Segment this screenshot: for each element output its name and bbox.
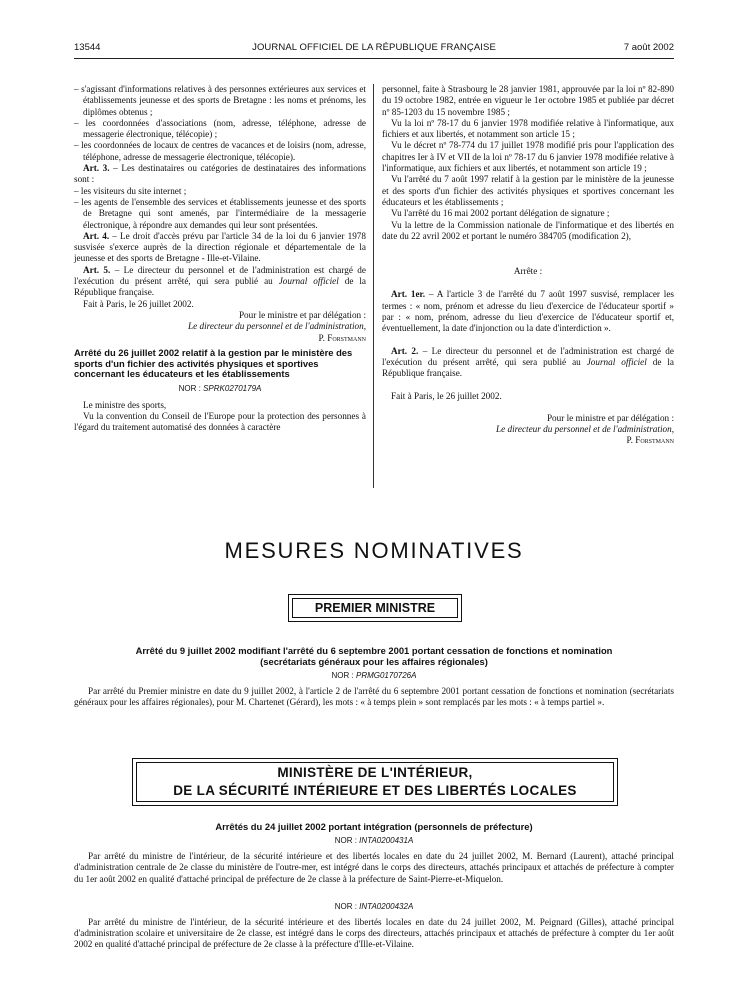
- page-number: 13544: [74, 42, 101, 53]
- article-label: Art. 5.: [83, 264, 111, 275]
- decision-paragraph: Par arrêté du ministre de l'intérieur, de la sécurité intérieure et des libertés locales en date du 24 juillet 2002, M. Peignard (Gilles), attaché principal d'administration scolaire et universitaire de 2e classe, est intégré dans le corps des directeurs, attachés principaux et attachés de préfecture à compter du 1er août 2002 en qualité d'attaché principal de préfecture de 2e classe à la préfecture d'Ille-et-Vilaine.: [74, 917, 674, 950]
- nor-code: PRMG0170726A: [355, 671, 417, 680]
- nor-label: NOR :: [334, 836, 360, 845]
- interieur-section: [74, 821, 674, 951]
- article-label: Art. 3.: [83, 163, 110, 174]
- right-column: [382, 84, 674, 447]
- ministry-name-line: MINISTÈRE DE L'INTÉRIEUR,: [277, 765, 473, 780]
- arretes-title: Arrêtés du 24 juillet 2002 portant intégration (personnels de préfecture): [215, 821, 533, 832]
- signature-name: P. Forstmann: [318, 332, 366, 343]
- ministry-box: [288, 594, 462, 622]
- ministry-name: PREMIER MINISTRE: [292, 598, 458, 618]
- article-label: Art. 2.: [391, 345, 419, 356]
- nor-code: INTA0200432A: [359, 901, 414, 911]
- nor-reference: [74, 383, 366, 394]
- journal-title: JOURNAL OFFICIEL DE LA RÉPUBLIQUE FRANÇAISE: [252, 42, 496, 53]
- article-text: – Les destinataires ou catégories de destinataires des informations sont :: [74, 163, 367, 185]
- signature-role: Le directeur du personnel et de l'administration,: [188, 321, 366, 332]
- list-item: – les visiteurs du site internet ;: [74, 185, 187, 196]
- article-label: Art. 1er.: [391, 289, 426, 300]
- article-text: de la République française.: [382, 356, 674, 379]
- nor-reference: [74, 901, 674, 912]
- list-item: – s'agissant d'informations relatives à des personnes extérieures aux services et établissements jeunesse et des sports de Bretagne : les noms et prénoms, les diplômes obtenus ;: [74, 84, 366, 117]
- vu-paragraph: Vu la loi nº 78-17 du 6 janvier 1978 modifiée relative à l'informatique, aux fichiers et aux libertés, et notamment son article 15 ;: [382, 117, 674, 140]
- minister-line: Le ministre des sports,: [83, 399, 167, 410]
- nor-reference: [74, 835, 674, 846]
- nor-label: NOR :: [331, 671, 356, 680]
- paragraph: personnel, faite à Strasbourg le 28 janvier 1981, approuvée par la loi nº 82-890 du 19 octobre 1982, entrée en vigueur le 1er octobre 1985 et publiée par décret nº 85-1203 du 15 novembre 1985 ;: [382, 84, 674, 117]
- ministry-name: [136, 762, 614, 802]
- article-label: Art. 4.: [83, 230, 110, 241]
- signature-role: Le directeur du personnel et de l'administration,: [496, 424, 674, 435]
- arrete-title: Arrêté du 9 juillet 2002 modifiant l'arrêté du 6 septembre 2001 portant cessation de fonctions et nomination: [135, 645, 613, 656]
- nor-code: SPRK0270179A: [203, 384, 262, 394]
- journal-name: Journal officiel: [278, 276, 339, 287]
- vu-paragraph: Vu la convention du Conseil de l'Europe pour la protection des personnes à l'égard du traitement automatisé des données à caractère: [74, 410, 366, 433]
- article-1: [382, 289, 674, 334]
- journal-name: Journal officiel: [586, 356, 647, 367]
- nor-label: NOR :: [178, 384, 204, 394]
- decision-paragraph: Par arrêté du ministre de l'intérieur, de la sécurité intérieure et des libertés locales en date du 24 juillet 2002, M. Bernard (Laurent), attaché principal d'administration centrale de 2e classe du ministère de l'outre-mer, est intégré dans le corps des directeurs, attachés principaux et attachés de préfecture à compter du 1er août 2002 en qualité d'attaché principal de préfecture de 2e classe à la préfecture de Saint-Pierre-et-Miquelon.: [74, 851, 674, 884]
- vu-paragraph: Vu l'arrêté du 16 mai 2002 portant délégation de signature ;: [391, 208, 610, 219]
- signature-place-date: Fait à Paris, le 26 juillet 2002.: [83, 298, 194, 309]
- article-5: [74, 265, 366, 299]
- article-text: – Le directeur du personnel et de l'administration est chargé de l'exécution du présent arrêté, qui sera publié au: [74, 264, 366, 287]
- ministry-name-line: DE LA SÉCURITÉ INTÉRIEURE ET DES LIBERTÉS LOCALES: [173, 783, 577, 798]
- article-text: – A l'article 3 de l'arrêté du 7 août 1997 susvisé, remplacer les termes : « nom, prénom et adresse du lieu d'exercice de l'éducateur sportif » par : « nom, prénom, adresse du lieu d'exercice de l'éducateur sportif et, éventuellement, la date d'injonction ou la date d'interdiction ».: [382, 289, 674, 334]
- article-text: – Le directeur du personnel et de l'administration est chargé de l'exécution du présent arrêté, qui sera publié au: [382, 345, 674, 367]
- arrete-heading: Arrête :: [513, 266, 543, 277]
- decision-paragraph: Par arrêté du Premier ministre en date du 9 juillet 2002, à l'article 2 de l'arrêté du 6 septembre 2001 portant cessation de fonctions et nomination (secrétariats généraux pour les affaires régionales), pour M. Chartenet (Gérard), les mots : « à temps plein » sont remplacés par les mots : « à temps partiel ».: [74, 686, 674, 708]
- arrete-subtitle: (secrétariats généraux pour les affaires régionales): [260, 656, 488, 667]
- vu-paragraph: Vu l'arrêté du 7 août 1997 relatif à la gestion par le ministère de la jeunesse et des sports d'un fichier des activités physiques et sportives concernant les éducateurs et les établissements ;: [382, 174, 674, 207]
- signature-delegation: Pour le ministre et par délégation :: [546, 412, 674, 423]
- premier-ministre-section: [74, 645, 674, 709]
- arrete-title: Arrêté du 26 juillet 2002 relatif à la gestion par le ministère des sports d'un fichier des activités physiques et sportives concernant les éducateurs et les établissements: [74, 346, 353, 380]
- column-divider: [373, 84, 374, 488]
- vu-paragraph: Vu le décret nº 78-774 du 17 juillet 1978 modifié pris pour l'application des chapitres Ier à IV et VII de la loi nº 78-17 du 6 janvier 1978 modifiée relative à l'informatique, aux fichiers et aux libertés, et notamment son article 19 ;: [382, 140, 674, 174]
- header-rule: [74, 58, 674, 59]
- signature-delegation: Pour le ministre et par délégation :: [238, 309, 366, 320]
- section-heading: MESURES NOMINATIVES: [224, 538, 524, 563]
- vu-paragraph: Vu la lettre de la Commission nationale de l'informatique et des libertés en date du 22 avril 2002 et portant le numéro 384705 (modification 2),: [382, 219, 674, 241]
- left-column: [74, 84, 366, 433]
- nor-reference: [74, 670, 674, 681]
- page-header: [74, 42, 674, 56]
- list-item: – les agents de l'ensemble des services et établissements jeunesse et des sports de Bretagne qui sont amenés, par l'intermédiaire de la messagerie électronique, à répondre aux demandes qui leur sont présentées.: [74, 196, 366, 230]
- article-3: [74, 163, 366, 186]
- article-2: [382, 346, 674, 380]
- article-text: de la République française.: [74, 276, 366, 298]
- ministry-box: [132, 758, 618, 806]
- list-item: – les coordonnées d'associations (nom, adresse, téléphone, adresse de messagerie électronique, télécopie) ;: [74, 117, 366, 140]
- signature-name: P. Forstmann: [626, 435, 674, 446]
- article-4: [74, 231, 366, 265]
- article-text: – Le droit d'accès prévu par l'article 34 de la loi du 6 janvier 1978 susvisée s'exerce auprès de la direction régionale et départementale de la jeunesse et des sports de Bretagne - Ille-et-Vilaine.: [74, 230, 366, 264]
- list-item: – les coordonnées de locaux de centres de vacances et de loisirs (nom, adresse, téléphone, adresse de messagerie électronique, télécopie).: [74, 140, 366, 162]
- issue-date: 7 août 2002: [623, 42, 674, 53]
- nor-label: NOR :: [334, 901, 360, 911]
- nor-code: INTA0200431A: [359, 836, 414, 845]
- signature-place-date: Fait à Paris, le 26 juillet 2002.: [391, 390, 502, 401]
